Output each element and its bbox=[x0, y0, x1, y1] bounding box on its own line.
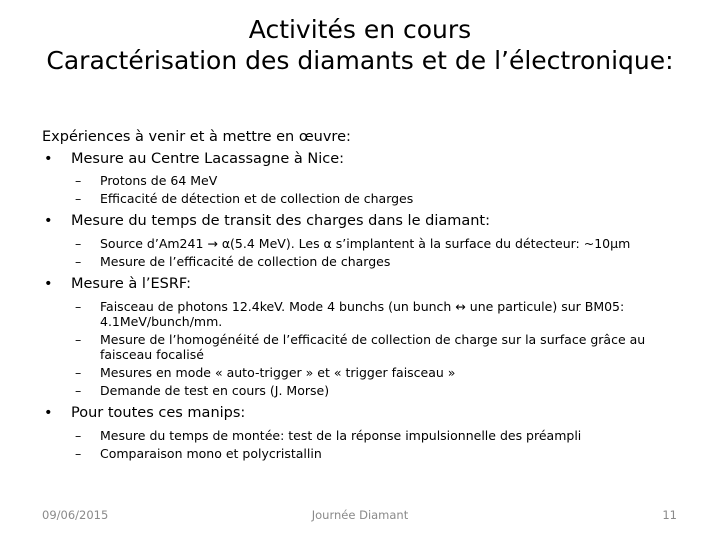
sub-text: Faisceau de photons 12.4keV. Mode 4 bunchs (un bunch ↔ une particule) sur BM05: 4.1MeV/bunch/mm. bbox=[100, 299, 625, 329]
bullet-text: Pour toutes ces manips: bbox=[71, 405, 246, 421]
sub-text: Source d’Am241 → α(5.4 MeV). Les α s’implantent à la surface du détecteur: ~10µm bbox=[100, 236, 631, 251]
bullet-marker: • bbox=[44, 213, 53, 229]
sub-dash: – bbox=[75, 236, 82, 251]
sub-dash: – bbox=[75, 365, 82, 380]
sub-dash: – bbox=[75, 446, 82, 461]
sub-text: Mesure de l’efficacité de collection de charges bbox=[100, 254, 391, 269]
sub-item bbox=[42, 428, 692, 443]
sub-text: Mesures en mode « auto-trigger » et « trigger faisceau » bbox=[100, 365, 456, 380]
sub-item bbox=[42, 365, 692, 380]
sub-item bbox=[42, 236, 692, 251]
slide-title-line-2: Caractérisation des diamants et de l’électronique: bbox=[46, 46, 674, 75]
bullet-text: Mesure du temps de transit des charges dans le diamant: bbox=[71, 213, 491, 229]
footer-title: Journée Diamant bbox=[311, 508, 409, 522]
sub-item bbox=[42, 299, 692, 329]
sub-item bbox=[42, 332, 692, 362]
sub-item bbox=[42, 383, 692, 398]
sub-item bbox=[42, 173, 692, 188]
footer-page-number: 11 bbox=[662, 508, 677, 522]
bullet-item bbox=[42, 150, 692, 169]
sub-dash: – bbox=[75, 191, 82, 206]
footer-date: 09/06/2015 bbox=[42, 508, 109, 522]
bullet-text: Mesure au Centre Lacassagne à Nice: bbox=[71, 151, 345, 167]
slide-title-line-1: Activités en cours bbox=[248, 15, 472, 44]
bullet-marker: • bbox=[44, 151, 53, 167]
bullet-text: Mesure à l’ESRF: bbox=[71, 276, 192, 292]
sub-text: Protons de 64 MeV bbox=[100, 173, 218, 188]
sub-text: Comparaison mono et polycristallin bbox=[100, 446, 322, 461]
slide-title bbox=[0, 14, 720, 76]
sub-dash: – bbox=[75, 332, 82, 347]
bullet-item bbox=[42, 275, 692, 294]
slide-body bbox=[42, 128, 692, 461]
sub-dash: – bbox=[75, 173, 82, 188]
sub-dash: – bbox=[75, 383, 82, 398]
sub-dash: – bbox=[75, 428, 82, 443]
sub-text: Demande de test en cours (J. Morse) bbox=[100, 383, 330, 398]
sub-dash: – bbox=[75, 299, 82, 314]
intro-text: Expériences à venir et à mettre en œuvre: bbox=[42, 129, 351, 145]
bullet-item bbox=[42, 404, 692, 423]
sub-item bbox=[42, 191, 692, 206]
sub-dash: – bbox=[75, 254, 82, 269]
bullet-marker: • bbox=[44, 405, 53, 421]
sub-text: Mesure de l’homogénéité de l’efficacité de collection de charge sur la surface grâce au faisceau focalisé bbox=[100, 332, 646, 362]
sub-text: Efficacité de détection et de collection de charges bbox=[100, 191, 414, 206]
sub-item bbox=[42, 446, 692, 461]
sub-text: Mesure du temps de montée: test de la réponse impulsionnelle des préampli bbox=[100, 428, 582, 443]
bullet-marker: • bbox=[44, 276, 53, 292]
bullet-item bbox=[42, 212, 692, 231]
sub-item bbox=[42, 254, 692, 269]
